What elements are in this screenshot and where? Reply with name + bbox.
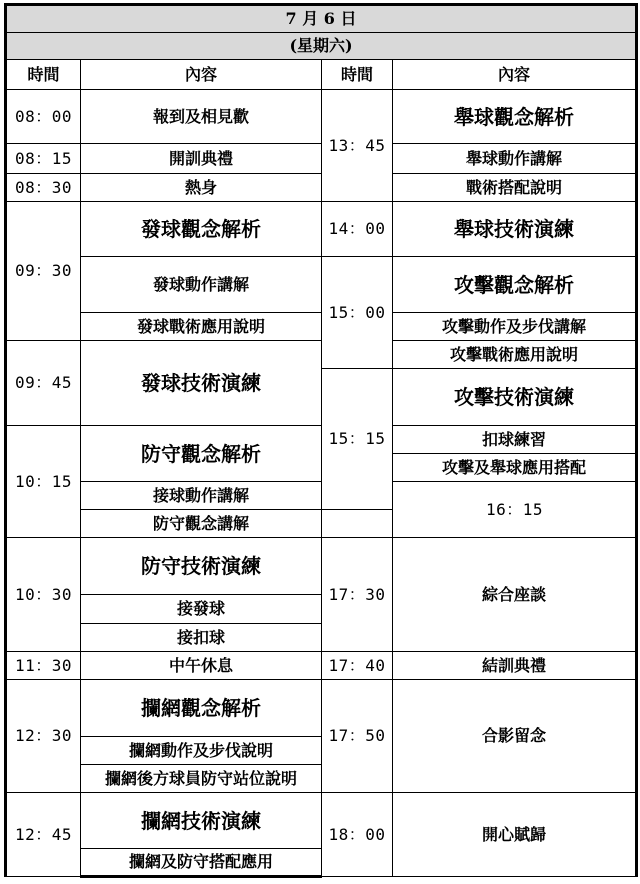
schedule-table xyxy=(4,3,638,878)
time-0930: 09：30 xyxy=(6,202,81,341)
activity-1515-main: 攻擊技術演練 xyxy=(393,369,637,426)
activity-1500-sub2: 攻擊戰術應用說明 xyxy=(393,341,637,369)
schedule-date-title xyxy=(6,5,637,33)
activity-1130: 中午休息 xyxy=(81,652,322,680)
time-1015: 10：15 xyxy=(6,426,81,538)
time-0815: 08：15 xyxy=(6,144,81,174)
activity-1245-sub1: 攔網及防守搭配應用 xyxy=(81,849,322,877)
activity-0930-sub2: 發球戰術應用說明 xyxy=(81,313,322,341)
time-1345: 13：45 xyxy=(322,90,393,202)
activity-1230-sub1: 攔網動作及步伐說明 xyxy=(81,737,322,765)
activity-1230-main: 攔網觀念解析 xyxy=(81,680,322,737)
time-1730: 17：30 xyxy=(322,538,393,652)
activity-1345-sub1: 舉球動作講解 xyxy=(393,144,637,174)
activity-1345-main: 舉球觀念解析 xyxy=(393,90,637,144)
header-time-right: 時間 xyxy=(322,60,393,90)
time-1800: 18：00 xyxy=(322,793,393,877)
activity-1800: 開心賦歸 xyxy=(393,793,637,877)
activity-1030-sub2: 接扣球 xyxy=(81,624,322,652)
activity-1515-sub1: 扣球練習 xyxy=(393,426,637,454)
header-time-left: 時間 xyxy=(6,60,81,90)
activity-1015-sub2: 防守觀念講解 xyxy=(81,510,322,538)
time-1740: 17：40 xyxy=(322,652,393,680)
activity-1030-sub1: 接發球 xyxy=(81,595,322,624)
date-label: 7 月 6 日 xyxy=(285,9,357,29)
time-1030: 10：30 xyxy=(6,538,81,652)
time-0800: 08：00 xyxy=(6,90,81,144)
activity-1500-main: 攻擊觀念解析 xyxy=(393,257,637,313)
header-content-left: 內容 xyxy=(81,60,322,90)
activity-1750: 合影留念 xyxy=(393,680,637,793)
activity-1730: 綜合座談 xyxy=(393,538,637,652)
weekday-label: (星期六) xyxy=(289,36,353,56)
activity-1515-sub2: 攻擊及舉球應用搭配 xyxy=(393,454,637,482)
time-1500: 15：00 xyxy=(322,257,393,369)
activity-0815: 開訓典禮 xyxy=(81,144,322,174)
schedule-weekday-title xyxy=(6,33,637,60)
activity-0800: 報到及相見歡 xyxy=(81,90,322,144)
activity-1015-sub1: 接球動作講解 xyxy=(81,482,322,510)
activity-1740: 結訓典禮 xyxy=(393,652,637,680)
activity-0930-sub1: 發球動作講解 xyxy=(81,257,322,313)
header-content-right: 內容 xyxy=(393,60,637,90)
activity-1230-sub2: 攔網後方球員防守站位說明 xyxy=(81,765,322,793)
time-1750: 17：50 xyxy=(322,680,393,793)
activity-1500-sub1: 攻擊動作及步伐講解 xyxy=(393,313,637,341)
activity-0945: 發球技術演練 xyxy=(81,341,322,426)
activity-1400: 舉球技術演練 xyxy=(393,202,637,257)
time-1515: 15：15 xyxy=(322,369,393,510)
activity-1345-sub2: 戰術搭配說明 xyxy=(393,174,637,202)
activity-0930-main: 發球觀念解析 xyxy=(81,202,322,257)
time-1230: 12：30 xyxy=(6,680,81,793)
time-1615: 16：15 xyxy=(393,482,637,538)
activity-0830: 熱身 xyxy=(81,174,322,202)
time-0945: 09：45 xyxy=(6,341,81,426)
activity-1245-main: 攔網技術演練 xyxy=(81,793,322,849)
activity-1030-main: 防守技術演練 xyxy=(81,538,322,595)
time-1130: 11：30 xyxy=(6,652,81,680)
activity-1015-main: 防守觀念解析 xyxy=(81,426,322,482)
time-1400: 14：00 xyxy=(322,202,393,257)
time-0830: 08：30 xyxy=(6,174,81,202)
time-1245: 12：45 xyxy=(6,793,81,877)
